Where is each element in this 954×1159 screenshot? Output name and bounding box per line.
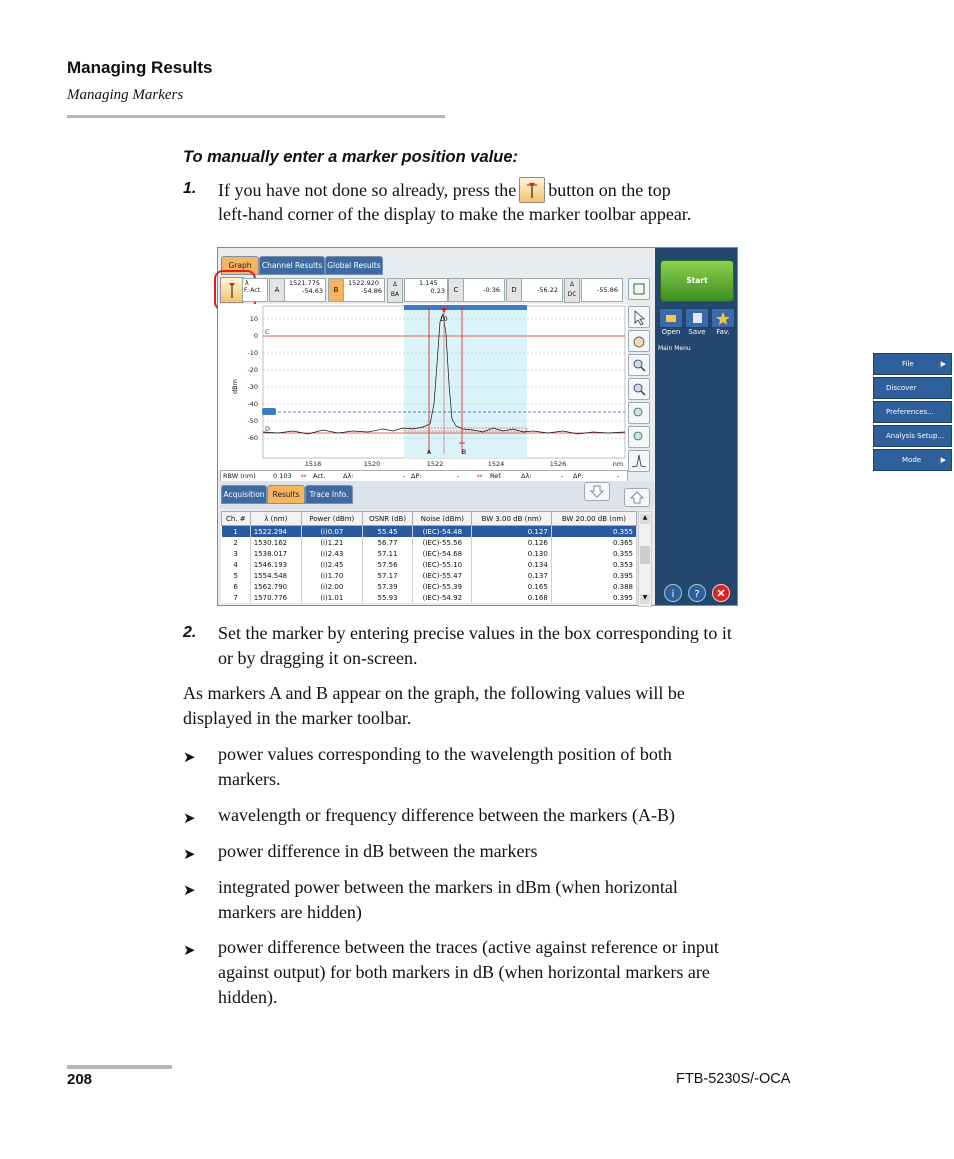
tab-trace-info[interactable]: Trace Info. <box>305 485 353 504</box>
table-cell: 1522.294 <box>250 526 301 538</box>
delta-dc-power: -55.86 <box>597 286 618 294</box>
scroll-down-icon[interactable]: ▼ <box>640 594 650 604</box>
table-cell: 1570.776 <box>250 592 301 603</box>
table-cell: 0.168 <box>472 592 552 603</box>
results-table <box>221 511 637 603</box>
table-row[interactable] <box>222 537 637 548</box>
table-cell: (IEC)-54.92 <box>413 592 472 603</box>
table-cell: 57.17 <box>362 570 413 581</box>
reference-level-handle[interactable] <box>262 408 276 415</box>
marker-a-power: -54.63 <box>302 287 323 295</box>
menu-item-label: Analysis Setup... <box>886 432 945 440</box>
table-cell: 0.134 <box>472 559 552 570</box>
table-cell: 0.355 <box>551 548 636 559</box>
table-cell: (i)1.01 <box>301 592 362 603</box>
menu-item-label: Preferences... <box>886 408 934 416</box>
favorites-star-icon[interactable] <box>711 308 735 328</box>
marker-c-value[interactable] <box>463 278 505 302</box>
marker-b-tag: B <box>461 449 467 456</box>
table-scrollbar[interactable] <box>638 511 652 607</box>
ref-dp-label: ΔP: <box>573 472 584 480</box>
table-cell: (IEC)-55.39 <box>413 581 472 592</box>
tab-acquisition[interactable]: Acquisition <box>221 485 267 504</box>
marker-c-label[interactable]: C <box>448 278 464 302</box>
bullet-text: power values corresponding to the wavelength position of both <box>218 744 672 764</box>
menu-item[interactable] <box>873 425 952 447</box>
bullet-arrow-icon: ➤ <box>183 847 196 863</box>
marker-a-wavelength: 1521.775 <box>289 279 321 287</box>
step-1-text-b: button on the top <box>548 180 671 200</box>
table-row[interactable] <box>222 548 637 559</box>
ytick-m20: -20 <box>247 366 258 374</box>
marker-d-tag: D <box>265 425 271 433</box>
table-cell: (i)2.43 <box>301 548 362 559</box>
act-dp-label: ΔP: <box>411 472 422 480</box>
table-row[interactable] <box>222 570 637 581</box>
table-cell: 57.11 <box>362 548 413 559</box>
menu-item-label: Discover <box>886 384 917 392</box>
column-header[interactable]: BW 20.00 dB (nm) <box>551 512 636 526</box>
bullet-text: integrated power between the markers in dBm (when horizontal <box>218 877 678 897</box>
marker-a-label[interactable]: A <box>269 278 285 302</box>
column-header[interactable]: BW 3.00 dB (nm) <box>472 512 552 526</box>
table-cell: 0.395 <box>551 570 636 581</box>
marker-range-bar[interactable] <box>404 305 527 310</box>
procedure-title: To manually enter a marker position value: <box>183 148 518 166</box>
column-header[interactable]: Ch. # <box>222 512 251 526</box>
bullet-text: against output) for both markers in dB (when horizontal markers are <box>218 962 710 982</box>
info-icon[interactable] <box>664 584 682 602</box>
header-divider <box>67 115 445 118</box>
open-folder-icon[interactable] <box>659 308 683 328</box>
marker-b-label[interactable]: B <box>328 278 344 302</box>
table-cell: 0.353 <box>551 559 636 570</box>
menu-item[interactable] <box>873 449 952 471</box>
column-header[interactable]: Power (dBm) <box>301 512 362 526</box>
menu-item-label: Mode <box>902 456 922 464</box>
marker-range-band <box>404 306 527 458</box>
bullet-text: markers. <box>218 769 281 789</box>
bullet-arrow-icon: ➤ <box>183 883 196 899</box>
product-name: FTB-5230S/-OCA <box>676 1071 791 1087</box>
zoom-horizontal-icon[interactable] <box>628 402 650 424</box>
table-cell: (i)1.70 <box>301 570 362 581</box>
intro-line1: As markers A and B appear on the graph, the following values will be <box>183 683 685 703</box>
footer-divider <box>67 1065 172 1069</box>
table-row[interactable] <box>222 592 637 603</box>
bullet-text: power difference between the traces (active against reference or input <box>218 937 719 957</box>
ref-arrow-icon: ↔ <box>477 472 483 480</box>
xtick-1526: 1526 <box>549 460 567 468</box>
save-label: Save <box>688 328 706 336</box>
act-label-status: Act. <box>313 472 326 480</box>
marker-mode-box[interactable] <box>242 278 268 302</box>
tab-graph[interactable]: Graph <box>221 256 259 275</box>
table-cell: 2 <box>222 537 251 548</box>
column-header[interactable]: Noise (dBm) <box>413 512 472 526</box>
table-cell: 4 <box>222 559 251 570</box>
marker-c-power: -0.36 <box>483 286 500 294</box>
table-cell: 55.45 <box>362 526 413 538</box>
table-cell: 0.388 <box>551 581 636 592</box>
svg-text:?: ? <box>694 589 700 600</box>
pan-hand-icon[interactable] <box>628 330 650 352</box>
bullet-text: wavelength or frequency difference between the markers (A-B) <box>218 805 675 825</box>
bullet-arrow-icon: ➤ <box>183 943 196 959</box>
marker-d-value[interactable] <box>521 278 563 302</box>
table-cell: (i)1.21 <box>301 537 362 548</box>
act-dl-value: - <box>403 472 406 480</box>
step-2-text-line2: or by dragging it on-screen. <box>218 648 418 668</box>
menu-item[interactable] <box>873 353 952 375</box>
table-cell: 1546.193 <box>250 559 301 570</box>
close-icon[interactable] <box>712 584 730 602</box>
zoom-area-icon[interactable] <box>628 354 650 376</box>
table-cell: 3 <box>222 548 251 559</box>
menu-item-label: File <box>902 360 914 368</box>
marker-a-tag: A <box>426 449 432 456</box>
column-header[interactable]: λ (nm) <box>250 512 301 526</box>
pointer-tool-icon[interactable] <box>628 306 650 328</box>
table-cell: 0.127 <box>472 526 552 538</box>
marker-toolbar-button-icon <box>519 177 545 203</box>
tab-results[interactable]: Results <box>267 485 305 504</box>
intro-line2: displayed in the marker toolbar. <box>183 708 412 728</box>
table-row[interactable] <box>222 559 637 570</box>
save-disk-icon[interactable] <box>685 308 709 328</box>
ytick-m60: -60 <box>247 434 258 442</box>
scroll-thumb[interactable] <box>640 546 650 564</box>
delta-ba-power: 0.23 <box>430 287 445 295</box>
table-cell: 7 <box>222 592 251 603</box>
ytick-m50: -50 <box>247 417 258 425</box>
menu-item[interactable] <box>873 377 952 399</box>
table-cell: 6 <box>222 581 251 592</box>
table-cell: 1554.548 <box>250 570 301 581</box>
step-1-text-line2: left-hand corner of the display to make the marker toolbar appear. <box>218 204 692 224</box>
table-cell: 1538.017 <box>250 548 301 559</box>
table-cell: 57.56 <box>362 559 413 570</box>
table-row[interactable] <box>222 581 637 592</box>
step-1-number: 1. <box>183 180 197 197</box>
zoom-in-icon[interactable] <box>628 378 650 400</box>
step-1-text-a: If you have not done so already, press the <box>218 180 517 200</box>
xtick-1520: 1520 <box>363 460 381 468</box>
ytick-0: 0 <box>253 332 258 340</box>
table-cell: (IEC)-55.56 <box>413 537 472 548</box>
menu-item[interactable] <box>873 401 952 423</box>
table-cell: 1 <box>222 526 251 538</box>
page-section-title: Managing Results <box>67 58 213 77</box>
spectrum-plot[interactable] <box>218 304 628 470</box>
table-cell: (IEC)-54.48 <box>413 526 472 538</box>
marker-b-values[interactable] <box>343 278 385 302</box>
ytick-m40: -40 <box>247 400 258 408</box>
results-table-body <box>222 526 637 604</box>
peak-tool-icon[interactable] <box>628 450 650 472</box>
expand-up-icon[interactable] <box>624 488 650 507</box>
marker-d-power: -56.22 <box>537 286 558 294</box>
marker-b-wavelength: 1522.920 <box>348 279 380 287</box>
ref-dp-value: - <box>617 472 620 480</box>
column-header[interactable]: OSNR (dB) <box>362 512 413 526</box>
zoom-out-icon[interactable] <box>628 426 650 448</box>
zoom-full-icon[interactable] <box>628 278 650 300</box>
ytick-m10: -10 <box>247 349 258 357</box>
step-2-text-line1: Set the marker by entering precise values in the box corresponding to it <box>218 623 732 643</box>
ref-label-status: Ref. <box>490 472 503 480</box>
table-cell: 55.93 <box>362 592 413 603</box>
tab-channel-results[interactable]: Channel Results <box>259 256 325 275</box>
xtick-1524: 1524 <box>487 460 505 468</box>
table-cell: (i)2.45 <box>301 559 362 570</box>
page-subsection-title: Managing Markers <box>67 87 184 103</box>
open-label: Open <box>661 328 681 336</box>
ytick-m30: -30 <box>247 383 258 391</box>
marker-delta-ba-label: Δ BA <box>387 278 403 303</box>
favorites-label: Fav. <box>716 328 730 336</box>
rbw-value: 0.103 <box>273 472 292 480</box>
bullet-text: hidden). <box>218 987 278 1007</box>
table-cell: 57.39 <box>362 581 413 592</box>
table-cell: 5 <box>222 570 251 581</box>
step-2-number: 2. <box>183 624 197 641</box>
table-cell: (i)2.00 <box>301 581 362 592</box>
xtick-1522: 1522 <box>426 460 444 468</box>
bullet-arrow-icon: ➤ <box>183 811 196 827</box>
act-arrow-icon: ↔ <box>301 472 307 480</box>
rbw-label: RBW (nm) <box>223 472 256 480</box>
table-cell: 56.77 <box>362 537 413 548</box>
step-1-text <box>218 177 671 203</box>
marker-c-tag: C <box>265 328 270 336</box>
table-cell: 1530.162 <box>250 537 301 548</box>
ytick-10: 10 <box>249 315 258 323</box>
marker-delta-dc-label: Δ DC <box>564 278 580 303</box>
x-axis-unit: nm <box>612 460 624 468</box>
table-row[interactable] <box>222 526 637 538</box>
app-screenshot <box>217 247 946 606</box>
results-table-header <box>222 512 637 526</box>
xtick-1518: 1518 <box>304 460 322 468</box>
lambda-label: λ <box>245 279 249 287</box>
table-cell: 0.137 <box>472 570 552 581</box>
marker-a-values[interactable] <box>284 278 326 302</box>
tab-global-results[interactable]: Global Results <box>325 256 383 275</box>
collapse-down-icon[interactable] <box>584 482 610 501</box>
act-dl-label: Δλ: <box>343 472 354 480</box>
chevron-right-icon: ▶ <box>940 360 946 368</box>
marker-d-label[interactable]: D <box>506 278 522 302</box>
table-cell: 0.365 <box>551 537 636 548</box>
table-cell: (IEC)-54.68 <box>413 548 472 559</box>
start-button[interactable]: Start <box>660 260 734 302</box>
table-cell: 0.126 <box>472 537 552 548</box>
marker-b-power: -54.86 <box>361 287 382 295</box>
marker-delta-ba-values <box>404 278 448 302</box>
table-cell: 0.130 <box>472 548 552 559</box>
main-menu-title: Main Menu <box>658 345 691 352</box>
ref-dl-value: - <box>561 472 564 480</box>
y-axis-label: dBm <box>231 379 239 394</box>
act-label: F. Act. <box>244 287 262 294</box>
table-cell: (i)0.07 <box>301 526 362 538</box>
delta-ba-wavelength: 1.145 <box>419 279 438 287</box>
act-dp-value: - <box>457 472 460 480</box>
bullet-text: power difference in dB between the markers <box>218 841 538 861</box>
channel-l0-tag: L0 <box>440 316 448 323</box>
table-cell: 1562.790 <box>250 581 301 592</box>
chevron-right-icon: ▶ <box>940 456 946 464</box>
page-number: 208 <box>67 1071 93 1088</box>
help-icon[interactable] <box>688 584 706 602</box>
table-cell: (IEC)-55.47 <box>413 570 472 581</box>
table-cell: 0.165 <box>472 581 552 592</box>
scroll-up-icon[interactable]: ▲ <box>640 514 650 524</box>
bullet-text: markers are hidden) <box>218 902 362 922</box>
bullet-arrow-icon: ➤ <box>183 750 196 766</box>
ref-dl-label: Δλ: <box>521 472 532 480</box>
table-cell: 0.395 <box>551 592 636 603</box>
marker-delta-dc-value <box>581 278 623 302</box>
table-cell: 0.355 <box>551 526 636 538</box>
svg-text:i: i <box>671 589 675 600</box>
table-cell: (IEC)-55.10 <box>413 559 472 570</box>
